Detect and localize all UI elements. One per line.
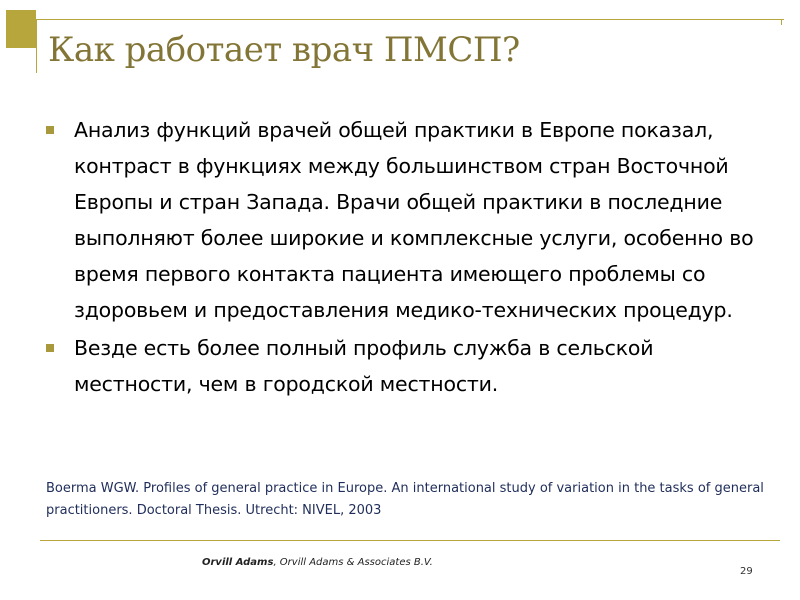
- reference-citation: Boerma WGW. Profiles of general practice in Europe. An international study of variation in the tasks of general practitioners. Doctoral Thesis. Utrecht: NIVEL, 2003: [46, 481, 764, 518]
- frame-left-line: [36, 19, 37, 73]
- bullet-text: Анализ функций врачей общей практики в Европе показал, контраст в функциях между большинством стран Восточной Европы и стран Запада. Врачи общей практики в последние выполняют более широкие и комплексные услуги, особенно во время первого контакта пациента имеющего проблемы со здоровьем и предоставления медико-технических процедур.: [74, 118, 754, 322]
- bullet-text: Везде есть более полный профиль служба в сельской местности, чем в городской местности.: [74, 336, 654, 396]
- page-number: 29: [740, 566, 753, 577]
- frame-bottom-line: [40, 540, 780, 541]
- square-bullet-icon: [46, 126, 54, 134]
- square-bullet-icon: [46, 344, 54, 352]
- footer-author: [202, 557, 433, 568]
- bullet-item: [44, 112, 764, 328]
- slide-title: Как работает врач ПМСП?: [48, 30, 520, 70]
- footer-author-name: Orvill Adams: [202, 557, 274, 568]
- frame-right-tick: [781, 19, 782, 25]
- footer-author-affiliation: , Orvill Adams & Associates B.V.: [273, 557, 433, 568]
- bullet-list: [44, 112, 764, 404]
- frame-top-line: [36, 19, 784, 20]
- corner-decoration: [6, 10, 36, 48]
- bullet-item: [44, 330, 764, 402]
